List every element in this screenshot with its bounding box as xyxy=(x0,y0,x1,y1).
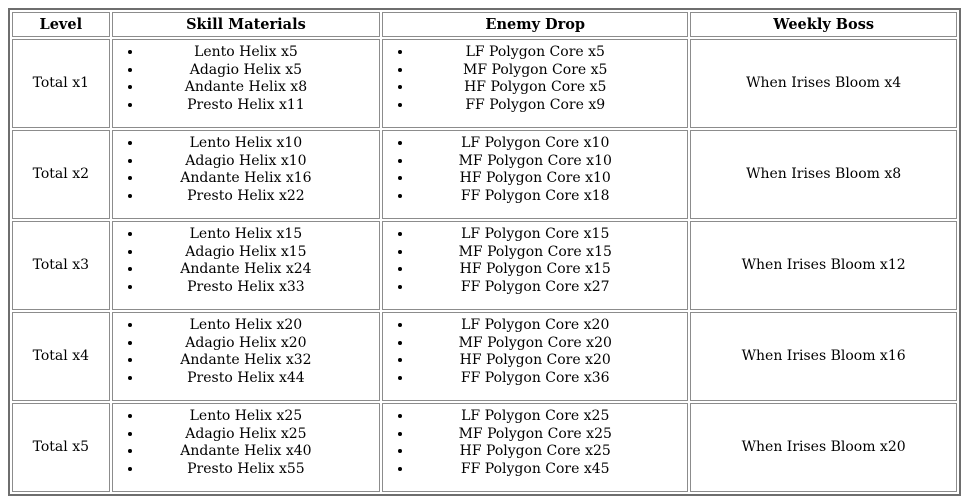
column-header-enemy-drop: Enemy Drop xyxy=(382,12,688,37)
table-row xyxy=(12,403,957,492)
list-item: • Andante Helix x16 xyxy=(143,170,350,188)
list-item: • HF Polygon Core x20 xyxy=(413,352,657,370)
list-item: • HF Polygon Core x25 xyxy=(413,443,657,461)
skill-materials-list xyxy=(113,44,380,114)
list-item: • Adagio Helix x25 xyxy=(143,426,350,444)
list-item: • Adagio Helix x10 xyxy=(143,153,350,171)
table-row xyxy=(12,221,957,310)
enemy-drop-list xyxy=(383,135,687,205)
list-item: • Lento Helix x20 xyxy=(143,317,350,335)
list-item: • HF Polygon Core x10 xyxy=(413,170,657,188)
list-item: • Presto Helix x44 xyxy=(143,370,350,388)
list-item: • FF Polygon Core x45 xyxy=(413,461,657,479)
skill-materials-cell xyxy=(112,403,381,492)
list-item: • HF Polygon Core x5 xyxy=(413,79,657,97)
weekly-boss-cell: When Irises Bloom x4 xyxy=(690,39,957,128)
list-item: • MF Polygon Core x15 xyxy=(413,244,657,262)
enemy-drop-cell xyxy=(382,312,688,401)
level-cell: Total x1 xyxy=(12,39,110,128)
list-item: • FF Polygon Core x9 xyxy=(413,97,657,115)
list-item: • Lento Helix x25 xyxy=(143,408,350,426)
level-cell: Total x5 xyxy=(12,403,110,492)
level-cell: Total x2 xyxy=(12,130,110,219)
weekly-boss-cell: When Irises Bloom x16 xyxy=(690,312,957,401)
list-item: • LF Polygon Core x25 xyxy=(413,408,657,426)
list-item: • Presto Helix x55 xyxy=(143,461,350,479)
skill-materials-list xyxy=(113,408,380,478)
list-item: • Lento Helix x5 xyxy=(143,44,350,62)
skill-materials-cell xyxy=(112,312,381,401)
list-item: • Andante Helix x32 xyxy=(143,352,350,370)
enemy-drop-list xyxy=(383,44,687,114)
list-item: • MF Polygon Core x10 xyxy=(413,153,657,171)
level-cell: Total x4 xyxy=(12,312,110,401)
list-item: • Adagio Helix x20 xyxy=(143,335,350,353)
level-cell: Total x3 xyxy=(12,221,110,310)
list-item: • Presto Helix x22 xyxy=(143,188,350,206)
column-header-skill-materials: Skill Materials xyxy=(112,12,381,37)
list-item: • Adagio Helix x15 xyxy=(143,244,350,262)
skill-materials-cell xyxy=(112,39,381,128)
list-item: • LF Polygon Core x15 xyxy=(413,226,657,244)
list-item: • Presto Helix x11 xyxy=(143,97,350,115)
weekly-boss-cell: When Irises Bloom x20 xyxy=(690,403,957,492)
table-row xyxy=(12,130,957,219)
list-item: • Lento Helix x10 xyxy=(143,135,350,153)
list-item: • LF Polygon Core x10 xyxy=(413,135,657,153)
weekly-boss-cell: When Irises Bloom x12 xyxy=(690,221,957,310)
skill-materials-cell xyxy=(112,221,381,310)
list-item: • Adagio Helix x5 xyxy=(143,62,350,80)
skill-materials-list xyxy=(113,226,380,296)
list-item: • Presto Helix x33 xyxy=(143,279,350,297)
list-item: • LF Polygon Core x5 xyxy=(413,44,657,62)
list-item: • Lento Helix x15 xyxy=(143,226,350,244)
list-item: • LF Polygon Core x20 xyxy=(413,317,657,335)
enemy-drop-cell xyxy=(382,39,688,128)
skill-materials-cell xyxy=(112,130,381,219)
enemy-drop-list xyxy=(383,226,687,296)
column-header-level: Level xyxy=(12,12,110,37)
list-item: • Andante Helix x8 xyxy=(143,79,350,97)
list-item: • FF Polygon Core x36 xyxy=(413,370,657,388)
table-row xyxy=(12,39,957,128)
upgrade-materials-table xyxy=(8,8,961,496)
list-item: • FF Polygon Core x27 xyxy=(413,279,657,297)
list-item: • MF Polygon Core x25 xyxy=(413,426,657,444)
skill-materials-list xyxy=(113,135,380,205)
weekly-boss-cell: When Irises Bloom x8 xyxy=(690,130,957,219)
list-item: • FF Polygon Core x18 xyxy=(413,188,657,206)
list-item: • MF Polygon Core x5 xyxy=(413,62,657,80)
enemy-drop-list xyxy=(383,317,687,387)
skill-materials-list xyxy=(113,317,380,387)
list-item: • HF Polygon Core x15 xyxy=(413,261,657,279)
column-header-weekly-boss: Weekly Boss xyxy=(690,12,957,37)
list-item: • Andante Helix x24 xyxy=(143,261,350,279)
list-item: • Andante Helix x40 xyxy=(143,443,350,461)
enemy-drop-list xyxy=(383,408,687,478)
header-row xyxy=(12,12,957,37)
list-item: • MF Polygon Core x20 xyxy=(413,335,657,353)
enemy-drop-cell xyxy=(382,130,688,219)
enemy-drop-cell xyxy=(382,403,688,492)
table-row xyxy=(12,312,957,401)
enemy-drop-cell xyxy=(382,221,688,310)
